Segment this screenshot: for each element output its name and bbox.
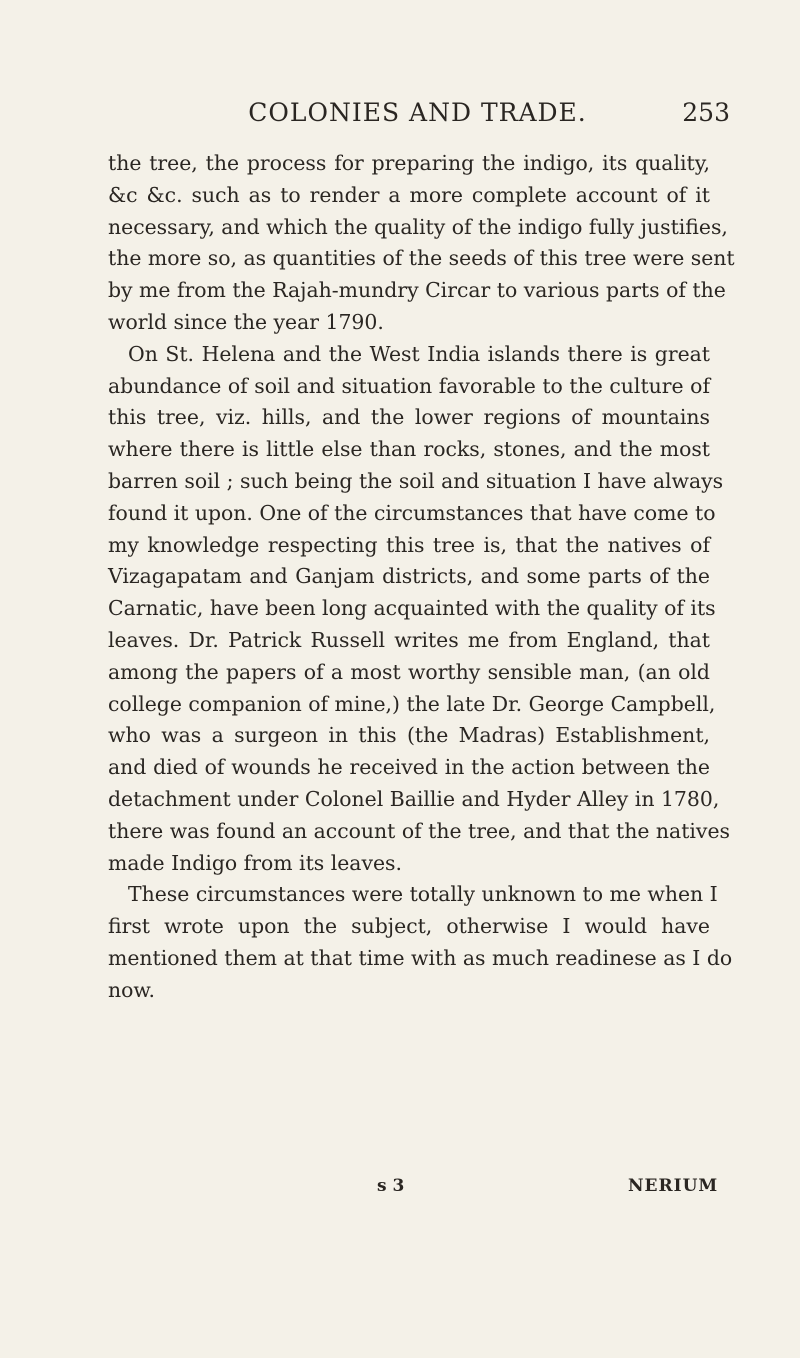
text-line: who was a surgeon in this (the Madras) Establishment, [108,723,710,748]
text-line: abundance of soil and situation favorable to the culture of [108,373,710,398]
text-line: and died of wounds he received in the action between the [108,755,710,780]
text-line: world since the year 1790. [108,309,384,334]
text-line: college companion of mine,) the late Dr. George Campbell, [108,691,716,716]
text-line: the more so, as quantities of the seeds of this tree were sent [108,246,735,271]
text-line: necessary, and which the quality of the indigo fully justifies, [108,214,728,239]
text-line: now. [108,977,155,1002]
text-line: this tree, viz. hills, and the lower regions of mountains [108,405,710,430]
text-line: among the papers of a most worthy sensible man, (an old [108,659,710,684]
text-line: first wrote upon the subject, otherwise I would have [108,914,710,939]
text-line: leaves. Dr. Patrick Russell writes me from England, that [108,627,710,652]
running-head [105,98,730,138]
catchword: NERIUM [628,1176,719,1196]
text-line: detachment under Colonel Baillie and Hyder Alley in 1780, [108,786,720,811]
page-title: COLONIES AND TRADE. [248,98,587,127]
page-number: 253 [682,98,730,127]
text-line: my knowledge respecting this tree is, that the natives of [108,532,710,557]
text-line: the tree, the process for preparing the indigo, its quality, [108,151,710,175]
text-line: On St. Helena and the West India islands there is great [128,341,710,366]
page-footer [0,1176,800,1206]
text-line: by me from the Rajah-mundry Circar to various parts of the [108,278,726,303]
text-line: Vizagapatam and Ganjam districts, and some parts of the [108,564,710,589]
signature-mark: s 3 [377,1176,405,1196]
text-line: found it upon. One of the circumstances that have come to [108,500,716,525]
text-line: where there is little else than rocks, stones, and the most [108,437,710,462]
body-text [108,148,735,1007]
text-line: Carnatic, have been long acquainted with the quality of its [108,596,716,621]
text-line: there was found an account of the tree, and that the natives [108,818,730,843]
text-line: made Indigo from its leaves. [108,850,402,875]
text-line: These circumstances were totally unknown to me when I [128,882,718,907]
text-line: mentioned them at that time with as much readinese as I do [108,945,733,970]
text-line: barren soil ; such being the soil and situation I have always [108,468,724,493]
text-line: &c &c. such as to render a more complete account of it [108,182,710,207]
